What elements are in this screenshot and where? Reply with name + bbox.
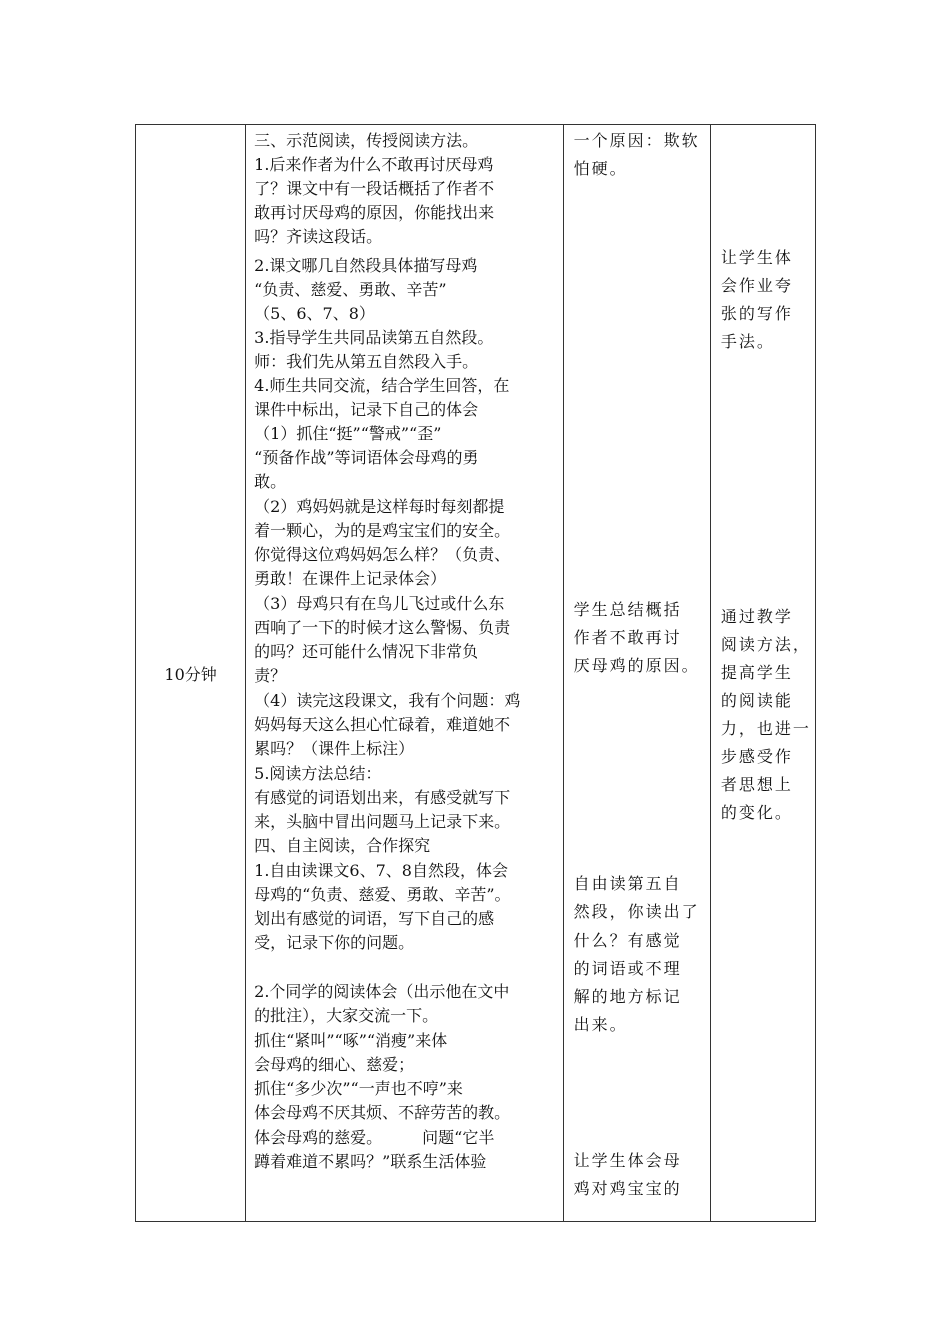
text-line: 1.自由读课文6、7、8自然段，体会 bbox=[254, 861, 508, 880]
text-line: 西响了一下的时候才这么警惕、负责 bbox=[254, 618, 511, 637]
text-line: 会母鸡的细心、慈爱； bbox=[254, 1055, 415, 1074]
text-line: 妈妈每天这么担心忙碌着，难道她不 bbox=[254, 715, 511, 734]
text-line: 2.个同学的阅读体会（出示他在文中 bbox=[254, 982, 510, 1001]
teacher-activity-cell bbox=[246, 125, 563, 1222]
text-line: 的吗？还可能什么情况下非常负 bbox=[254, 642, 479, 661]
lesson-plan-table bbox=[135, 124, 816, 1222]
text-line: “负责、慈爱、勇敢、辛苦” bbox=[254, 280, 447, 299]
text-line: （3）母鸡只有在鸟儿飞过或什么东 bbox=[254, 594, 505, 613]
time-cell bbox=[136, 125, 246, 1222]
text-line: 师：我们先从第五自然段入手。 bbox=[254, 352, 479, 371]
text-line: 累吗？（课件上标注） bbox=[254, 739, 415, 758]
text-line: 四、自主阅读，合作探究 bbox=[254, 836, 431, 855]
text-line: 责？ bbox=[254, 666, 287, 685]
text-line: 自由读第五自 bbox=[573, 874, 682, 893]
text-line: 勇敢！在课件上记录体会） bbox=[254, 569, 447, 588]
text-line: （1）抓住“挺”“警戒”“歪” bbox=[254, 424, 442, 443]
text-line: 出来。 bbox=[573, 1015, 628, 1034]
design-intent-cell bbox=[710, 125, 815, 1222]
text-line: 然段，你读出了 bbox=[573, 902, 700, 921]
text-line: 手法。 bbox=[720, 332, 775, 351]
text-line: （5、6、7、8） bbox=[254, 304, 375, 323]
design-intent-text bbox=[711, 125, 815, 1221]
text-line: 的词语或不理 bbox=[573, 959, 682, 978]
text-line: 三、示范阅读，传授阅读方法。 bbox=[254, 131, 479, 150]
text-line: 受，记录下你的问题。 bbox=[254, 933, 415, 952]
text-line: 步感受作 bbox=[720, 747, 793, 766]
text-line: 学生总结概括 bbox=[573, 600, 682, 619]
text-line: 作者不敢再讨 bbox=[573, 628, 682, 647]
text-line: 3.指导学生共同品读第五自然段。 bbox=[254, 328, 494, 347]
text-line: 4.师生共同交流，结合学生回答，在 bbox=[254, 376, 510, 395]
text-line: 通过教学 bbox=[720, 607, 793, 626]
text-line: （4）读完这段课文，我有个问题：鸡 bbox=[254, 691, 521, 710]
text-line: 让学生体会母 bbox=[573, 1151, 682, 1170]
text-line: 解的地方标记 bbox=[573, 987, 682, 1006]
text-line: “预备作战”等词语体会母鸡的勇 bbox=[254, 448, 479, 467]
text-line: 2.课文哪几自然段具体描写母鸡 bbox=[254, 256, 478, 275]
text-line: 张的写作 bbox=[720, 304, 793, 323]
text-line: 厌母鸡的原因。 bbox=[573, 656, 700, 675]
text-line: 蹲着难道不累吗？”联系生活体验 bbox=[254, 1152, 487, 1171]
text-line: 5.阅读方法总结： bbox=[254, 764, 382, 783]
text-line: 鸡对鸡宝宝的 bbox=[573, 1179, 682, 1198]
text-line: 的变化。 bbox=[720, 803, 793, 822]
student-activity-text bbox=[564, 125, 710, 1221]
text-line: 让学生体 bbox=[720, 248, 793, 267]
text-line: 的阅读能 bbox=[720, 691, 793, 710]
text-line: 划出有感觉的词语，写下自己的感 bbox=[254, 909, 495, 928]
text-line: 来，头脑中冒出问题马上记录下来。 bbox=[254, 812, 511, 831]
text-line: 1.后来作者为什么不敢再讨厌母鸡 bbox=[254, 155, 494, 174]
text-line: 的批注），大家交流一下。 bbox=[254, 1006, 439, 1025]
text-line: 什么？有感觉 bbox=[573, 931, 682, 950]
text-line: 吗？齐读这段话。 bbox=[254, 227, 383, 246]
text-line: 提高学生 bbox=[720, 663, 793, 682]
text-line: 了？课文中有一段话概括了作者不 bbox=[254, 179, 495, 198]
text-line: 体会母鸡不厌其烦、不辞劳苦的教。 bbox=[254, 1103, 511, 1122]
text-line: 课件中标出，记录下自己的体会 bbox=[254, 400, 479, 419]
text-line: 一个原因：欺软 bbox=[573, 131, 700, 150]
text-line: 你觉得这位鸡妈妈怎么样？（负责、 bbox=[254, 545, 511, 564]
text-line: 敢再讨厌母鸡的原因，你能找出来 bbox=[254, 203, 495, 222]
text-line: 阅读方法， bbox=[720, 635, 811, 654]
text-line: 敢。 bbox=[254, 472, 287, 491]
text-line: 抓住“多少次”“一声也不哼”来 bbox=[254, 1079, 463, 1098]
text-line: 力，也进一 bbox=[720, 719, 811, 738]
text-line: 母鸡的“负责、慈爱、勇敢、辛苦”。 bbox=[254, 885, 511, 904]
text-line: 会作业夸 bbox=[720, 276, 793, 295]
text-line: 着一颗心，为的是鸡宝宝们的安全。 bbox=[254, 521, 511, 540]
text-line: （2）鸡妈妈就是这样每时每刻都提 bbox=[254, 497, 505, 516]
text-line: 怕硬。 bbox=[573, 159, 628, 178]
text-line: 有感觉的词语划出来，有感受就写下 bbox=[254, 788, 511, 807]
text-line: 者思想上 bbox=[720, 775, 793, 794]
teacher-activity-text bbox=[246, 125, 562, 1221]
table-row bbox=[136, 125, 816, 1222]
text-line: 抓住“紧叫”“啄”“消瘦”来体 bbox=[254, 1031, 448, 1050]
time-label: 10分钟 bbox=[164, 664, 217, 684]
student-activity-cell bbox=[563, 125, 710, 1222]
text-line: 体会母鸡的慈爱。 问题“它半 bbox=[254, 1128, 495, 1147]
